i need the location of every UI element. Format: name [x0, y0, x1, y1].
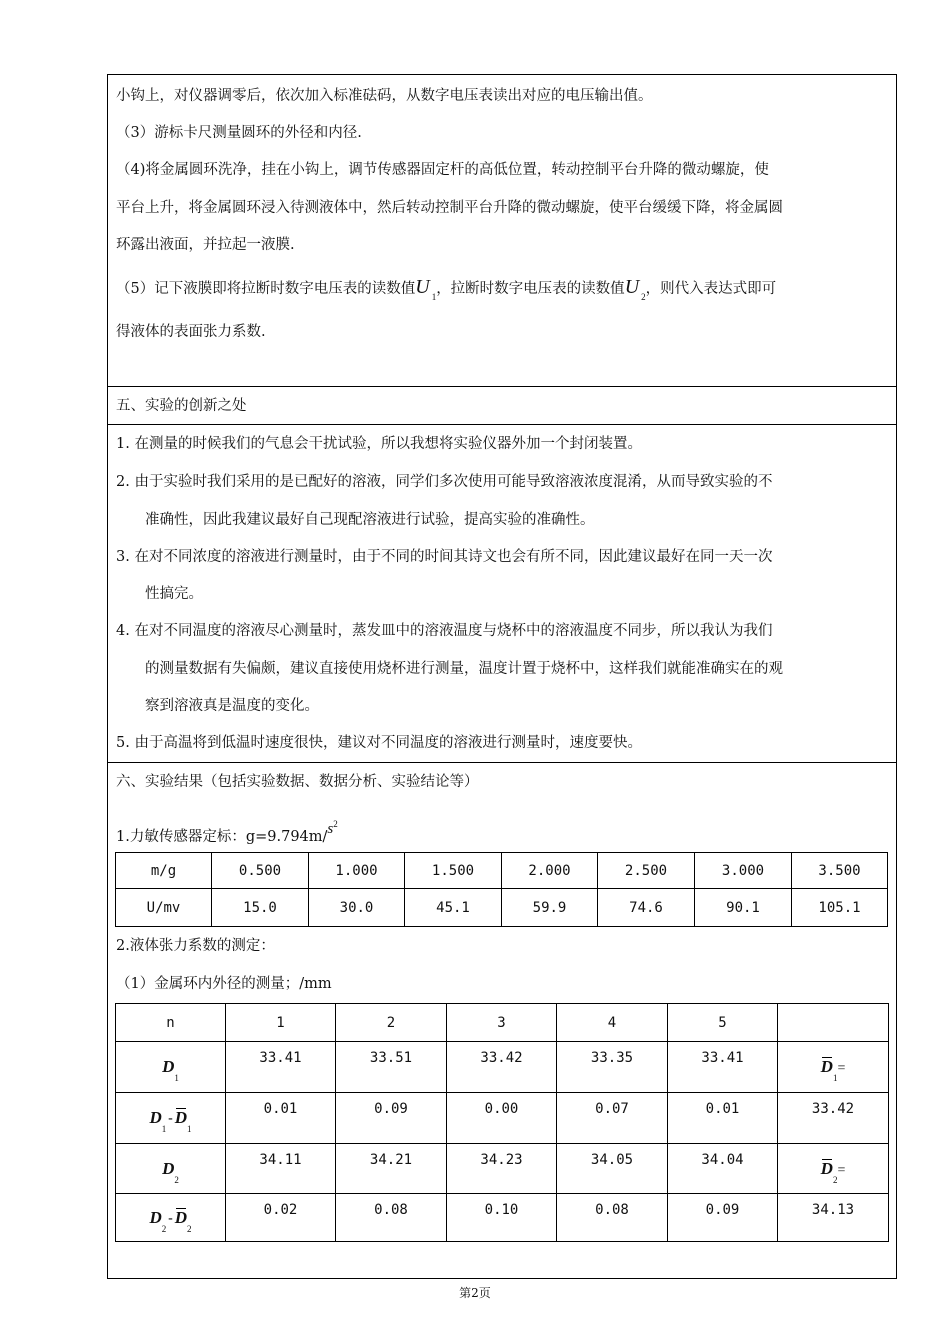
d1-value: 33.41 [701, 1050, 744, 1066]
d-bar-letter: D [174, 1108, 187, 1127]
voltage-cell: 45.1 [405, 889, 502, 927]
d1-value: 33.35 [590, 1050, 634, 1066]
d1-mean-value: 33.42 [811, 1101, 855, 1117]
d1-deviation-row [116, 1093, 889, 1144]
d2-dev-cell [557, 1194, 668, 1242]
d1-cell [668, 1042, 778, 1093]
calibration-row-voltage [116, 889, 888, 927]
d1-row [116, 1042, 889, 1093]
innovation-item-5: 5. 由于高温将到低温时速度很快，建议对不同温度的溶液进行测量时，速度要快。 [116, 735, 642, 751]
header-trial: 2 [336, 1004, 447, 1042]
mass-label: m/g [116, 853, 212, 889]
subscript-1: 1 [832, 1073, 838, 1083]
voltage-cell: 59.9 [502, 889, 598, 927]
step-4-line3: 环露出液面，并拉起一液膜. [116, 237, 295, 253]
subscript-1: 1 [187, 1124, 192, 1134]
d2-cell [557, 1144, 668, 1194]
ring-header-row [116, 1004, 889, 1042]
section5-heading: 五、实验的创新之处 [116, 398, 247, 414]
d-letter: D [162, 1057, 175, 1076]
d1-dev-value: 0.01 [705, 1101, 740, 1117]
calibration-exponent: 2 [333, 819, 338, 829]
d1-dev-value: 0.09 [374, 1101, 408, 1117]
mass-cell: 1.500 [405, 853, 502, 889]
calibration-text: 1.力敏传感器定标：g=9.794m/ [116, 829, 328, 845]
d2-deviation-row [116, 1194, 889, 1242]
d1-cell [336, 1042, 447, 1093]
d1-mean-label [778, 1042, 889, 1093]
header-trial: 5 [668, 1004, 778, 1042]
mass-cell: 3.000 [695, 853, 792, 889]
subscript-2: 2 [832, 1174, 838, 1185]
u2-letter: U [624, 276, 640, 298]
equals-sign: = [837, 1162, 846, 1178]
innovation-item-2-line2: 准确性，因此我建议最好自己现配溶液进行试验，提高实验的准确性。 [145, 512, 595, 528]
d2-mean-cell [778, 1194, 889, 1242]
d1-cell [447, 1042, 557, 1093]
ring-diameter-table [115, 1003, 889, 1242]
calibration-unit-s: s [327, 821, 334, 837]
innovation-item-3-line2: 性搞完。 [145, 586, 203, 602]
innovation-item-1: 1. 在测量的时候我们的气息会干扰试验，所以我想将实验仪器外加一个封闭装置。 [116, 436, 642, 452]
d2-dev-value: 0.09 [705, 1202, 740, 1218]
calibration-unit [327, 821, 337, 837]
u2-subscript: 2 [641, 292, 646, 302]
d1-dev-value: 0.07 [595, 1101, 629, 1117]
d2-value: 34.05 [590, 1152, 634, 1168]
d1-cell [557, 1042, 668, 1093]
d1-dev-cell [226, 1093, 336, 1144]
equals-sign: = [837, 1061, 846, 1076]
d2-value: 34.21 [369, 1152, 413, 1168]
d2-cell [226, 1144, 336, 1194]
step-5-part-b: ，拉断时数字电压表的读数值 [436, 281, 625, 297]
innovation-item-3-line1: 3. 在对不同浓度的溶液进行测量时，由于不同的时间其诗文也会有所不同，因此建议最好在同一天一次 [116, 549, 773, 565]
subscript-1: 1 [174, 1073, 179, 1083]
subscript-2: 2 [161, 1223, 167, 1234]
d2-dev-value: 0.10 [484, 1202, 519, 1218]
d1-dev-cell [557, 1093, 668, 1144]
mass-cell: 0.500 [212, 853, 309, 889]
subscript-2: 2 [174, 1174, 179, 1185]
d-bar-letter: D [174, 1207, 187, 1227]
step-5-part-a: （5）记下液膜即将拉断时数字电压表的读数值 [116, 281, 416, 297]
innovation-item-4-line1: 4. 在对不同温度的溶液尽心测量时，蒸发皿中的溶液温度与烧杯中的溶液温度不同步，所以我认为我们 [116, 623, 773, 639]
header-n: n [116, 1004, 226, 1042]
header-trial: 4 [557, 1004, 668, 1042]
tension-label: 2.液体张力系数的测定： [116, 938, 275, 954]
d2-cell [447, 1144, 557, 1194]
d2-dev-cell [447, 1194, 557, 1242]
step-4-line2: 平台上升，将金属圆环浸入待测液体中，然后转动控制平台升降的微动螺旋，使平台缓缓下降，将金属圆 [116, 200, 783, 216]
d1-label [116, 1042, 226, 1093]
d1-cell [226, 1042, 336, 1093]
d2-row [116, 1144, 889, 1194]
d1-dev-value: 0.01 [263, 1101, 298, 1117]
d2-dev-value: 0.08 [595, 1202, 629, 1218]
header-trial: 3 [447, 1004, 557, 1042]
voltage-cell: 90.1 [695, 889, 792, 927]
mass-cell: 2.000 [502, 853, 598, 889]
u1-subscript: 1 [431, 292, 437, 302]
calibration-table [115, 852, 888, 927]
divider-section5-body [107, 424, 897, 425]
d2-cell [668, 1144, 778, 1194]
mass-cell: 2.500 [598, 853, 695, 889]
mass-cell: 1.000 [309, 853, 405, 889]
calibration-row-mass [116, 853, 888, 889]
step-5-part-c: ，则代入表达式即可 [645, 281, 777, 297]
calibration-label [116, 819, 338, 847]
subscript-1: 1 [161, 1124, 167, 1134]
ring-label: （1）金属环内外径的测量；/mm [116, 976, 332, 992]
d-letter: D [162, 1158, 175, 1178]
d2-mean-value: 34.13 [811, 1202, 855, 1218]
innovation-item-2-line1: 2. 由于实验时我们采用的是已配好的溶液，同学们多次使用可能导致溶液浓度混淆，从而导致实验的不 [116, 474, 773, 490]
d1-dev-cell [668, 1093, 778, 1144]
divider-section6 [107, 762, 897, 763]
u1-symbol [415, 276, 437, 302]
d1-dev-cell [336, 1093, 447, 1144]
u2-symbol [624, 276, 646, 302]
d2-mean-label [778, 1144, 889, 1194]
d-letter: D [149, 1207, 162, 1227]
voltage-label: U/mv [116, 889, 212, 927]
subscript-2: 2 [187, 1223, 192, 1234]
d2-cell [336, 1144, 447, 1194]
section6-heading: 六、实验结果（包括实验数据、数据分析、实验结论等） [116, 774, 479, 790]
d1-deviation-label [116, 1093, 226, 1144]
step-5-line2: 得液体的表面张力系数. [116, 324, 266, 340]
step-4-line1: （4)将金属圆环洗净，挂在小钩上，调节传感器固定杆的高低位置，转动控制平台升降的微动螺旋，使 [116, 162, 769, 178]
d2-dev-cell [668, 1194, 778, 1242]
d1-bar-letter: D [820, 1057, 833, 1076]
mass-cell: 3.500 [792, 853, 888, 889]
d2-bar-letter: D [820, 1158, 833, 1178]
minus-sign: - [166, 1111, 175, 1127]
d2-deviation-label [116, 1194, 226, 1242]
step-3: （3）游标卡尺测量圆环的外径和内径. [116, 125, 362, 141]
d-letter: D [149, 1108, 162, 1127]
voltage-cell: 15.0 [212, 889, 309, 927]
minus-sign: - [166, 1210, 175, 1227]
innovation-item-4-line2: 的测量数据有失偏颇，建议直接使用烧杯进行测量，温度计置于烧杯中，这样我们就能准确实在的观 [145, 661, 783, 677]
d1-dev-value: 0.00 [484, 1101, 519, 1117]
voltage-cell: 105.1 [792, 889, 888, 927]
d2-label [116, 1144, 226, 1194]
d2-value: 34.11 [259, 1152, 302, 1168]
step-continuation: 小钩上，对仪器调零后，依次加入标准砝码，从数字电压表读出对应的电压输出值。 [116, 88, 653, 104]
d1-value: 33.41 [259, 1050, 302, 1066]
d1-value: 33.42 [480, 1050, 523, 1066]
u1-letter: U [415, 276, 430, 298]
header-mean [778, 1004, 889, 1042]
voltage-cell: 30.0 [309, 889, 405, 927]
innovation-item-4-line3: 察到溶液真是温度的变化。 [145, 698, 319, 714]
divider-section5 [107, 386, 897, 387]
d2-dev-value: 0.08 [374, 1202, 408, 1218]
d1-mean-cell [778, 1093, 889, 1144]
d1-dev-cell [447, 1093, 557, 1144]
header-trial: 1 [226, 1004, 336, 1042]
page-number: 第2页 [459, 1286, 491, 1300]
d2-value: 34.23 [480, 1152, 523, 1168]
d2-dev-cell [336, 1194, 447, 1242]
d2-dev-value: 0.02 [263, 1202, 298, 1218]
d1-value: 33.51 [369, 1050, 413, 1066]
voltage-cell: 74.6 [598, 889, 695, 927]
d2-value: 34.04 [701, 1152, 744, 1168]
d2-dev-cell [226, 1194, 336, 1242]
step-5-line1 [116, 277, 776, 300]
